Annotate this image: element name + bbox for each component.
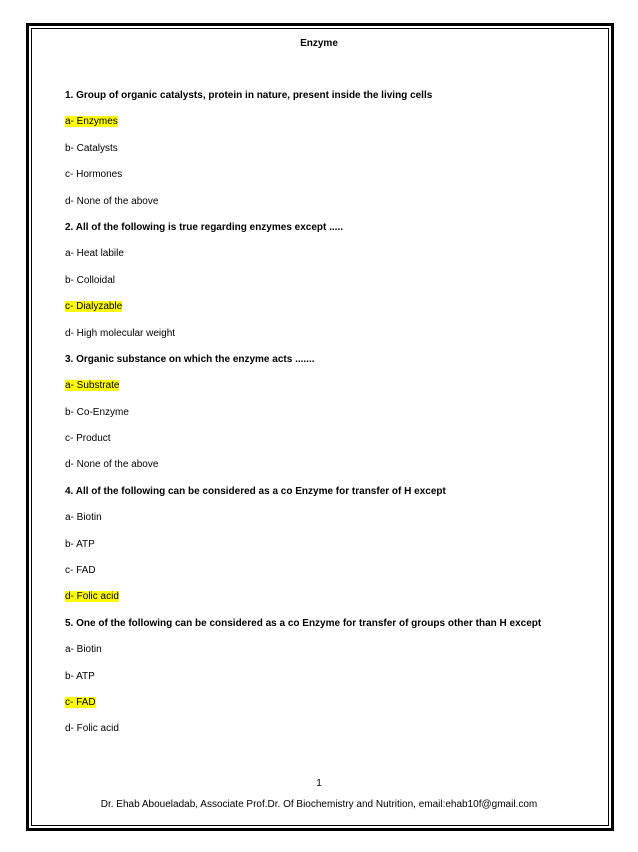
page-footer: Dr. Ehab Aboueladab, Associate Prof.Dr. Of Biochemistry and Nutrition, email:ehab10f@gmail.com	[100, 799, 538, 810]
question-2-text: 2. All of the following is true regarding enzymes except .....	[65, 221, 344, 233]
question-3-option-d: d- None of the above	[65, 459, 159, 471]
question-4-option-b: b- ATP	[65, 538, 95, 550]
question-2-option-d: d- High molecular weight	[65, 327, 176, 339]
question-5-option-c: c- FAD	[65, 696, 96, 708]
question-3-option-b: b- Co-Enzyme	[65, 406, 129, 418]
question-2-option-b: b- Colloidal	[65, 274, 116, 286]
question-1-option-d: d- None of the above	[65, 195, 159, 207]
question-3-option-c: c- Product	[65, 433, 111, 445]
question-5-option-b: b- ATP	[65, 670, 95, 682]
question-2-option-a: a- Heat labile	[65, 248, 124, 260]
question-4-text: 4. All of the following can be considered as a co Enzyme for transfer of H except	[65, 485, 446, 497]
question-4-option-a: a- Biotin	[65, 512, 102, 524]
question-2-option-c: c- Dialyzable	[65, 301, 123, 313]
document-title: Enzyme	[300, 38, 338, 49]
question-4-option-c: c- FAD	[65, 565, 96, 577]
question-1-option-c: c- Hormones	[65, 169, 123, 181]
question-1-option-a: a- Enzymes	[65, 116, 118, 128]
question-5-text: 5. One of the following can be considered as a co Enzyme for transfer of groups other than H except	[65, 617, 542, 629]
question-5-option-a: a- Biotin	[65, 644, 102, 656]
question-list	[65, 89, 585, 749]
question-3-option-a: a- Substrate	[65, 380, 120, 392]
question-1-option-b: b- Catalysts	[65, 142, 118, 154]
question-4-option-d: d- Folic acid	[65, 591, 119, 603]
question-5-option-d: d- Folic acid	[65, 723, 119, 735]
question-1-text: 1. Group of organic catalysts, protein in nature, present inside the living cells	[65, 90, 433, 101]
page-number: 1	[316, 778, 322, 789]
question-3-text: 3. Organic substance on which the enzyme acts .......	[65, 353, 315, 365]
